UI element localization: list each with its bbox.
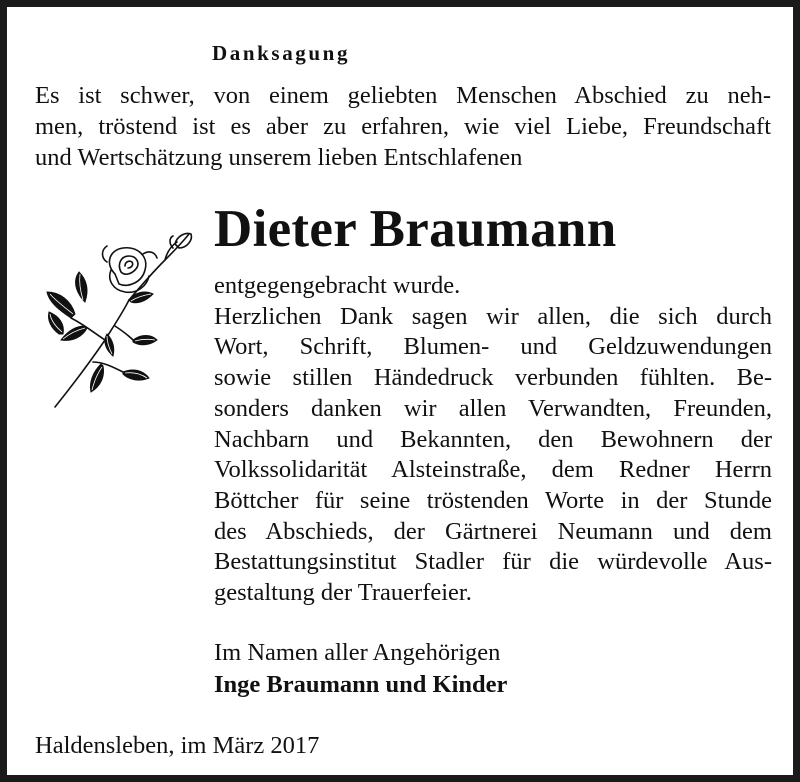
thanks-paragraph [214,271,772,609]
body-line: gestaltung der Trauerfeier. [214,579,472,607]
body-line: sonders danken wir allen Verwandten, Freunden, [214,394,772,422]
place-date: Haldensleben, im März 2017 [35,732,320,759]
signature-intro: Im Namen aller Angehörigen [214,639,501,666]
body-line: Wort, Schrift, Blumen- und Geldzuwendungen [214,333,772,361]
body-line: entgegengebracht wurde. [214,272,461,299]
signature-names: Inge Braumann und Kinder [214,671,508,698]
intro-line: und Wertschätzung unserem lieben Entschlafenen [35,144,523,171]
intro-line: Es ist schwer, von einem geliebten Menschen Abschied zu neh- [35,82,771,109]
body-line: Volkssolidarität Alsteinstraße, dem Redner Herrn [214,456,772,484]
body-line: des Abschieds, der Gärtnerei Neumann und dem [214,517,772,545]
body-line: Böttcher für seine tröstenden Worte in der Stunde [214,486,772,514]
intro-line: men, tröstend ist es aber zu erfahren, wie viel Liebe, Freundschaft [35,113,771,140]
body-line: Nachbarn und Bekannten, den Bewohnern der [214,425,772,453]
body-line: Herzlichen Dank sagen wir allen, die sich durch [214,302,772,330]
notice-heading: Danksagung [212,41,351,65]
intro-paragraph [35,80,771,173]
deceased-name: Dieter Braumann [214,200,617,258]
body-line: Bestattungsinstitut Stadler für die würdevolle Aus- [214,548,772,576]
rose-icon [45,222,200,412]
body-line: sowie stillen Händedruck verbunden fühlten. Be- [214,364,772,392]
signature-block [214,637,614,701]
